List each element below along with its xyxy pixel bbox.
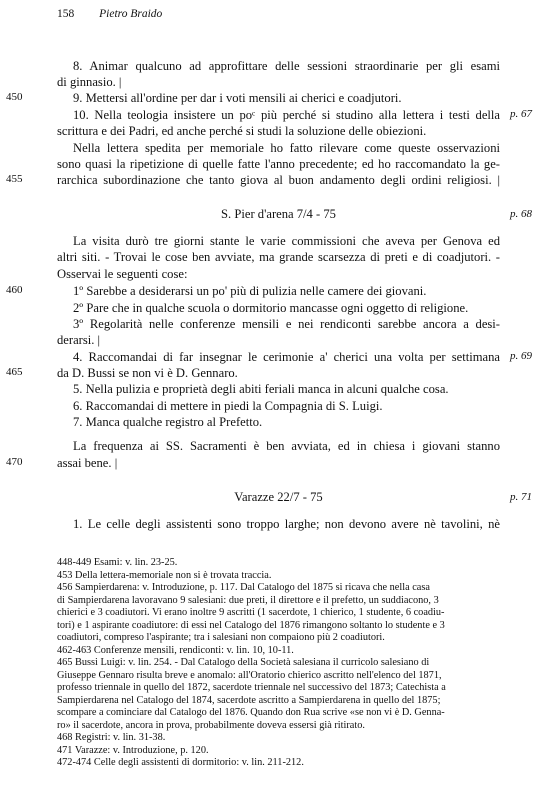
text-line: 7. Manca qualche registro al Prefetto. (73, 415, 263, 429)
footnote: 471 Varazze: v. Introduzione, p. 120. (57, 745, 209, 756)
footnote: scompare a cominciare dal Catalogo del 1876. Quando don Rua scrive «se non vi è D. Genna- (57, 707, 445, 718)
text-line: 1º Sarebbe a desiderarsi un po' più di pulizia nelle camere dei giovani. (73, 284, 427, 298)
footnote: 465 Bussi Luigi: v. lin. 254. - Dal Catalogo della Società salesiana il curricolo salesiano di (57, 657, 430, 668)
text-line: 9. Mettersi all'ordine per dar i voti mensili ai cherici e coadjutori. (73, 91, 402, 105)
margin-page-ref: p. 69 (510, 350, 532, 362)
footnote: Giuseppe Gennaro risulta breve e anomalo: all'Oratorio chierico ascritto nell'elenco del 1871, (57, 670, 442, 681)
section-heading-spierdarena: S. Pier d'arena 7/4 - 75 (221, 207, 336, 221)
text-line: di ginnasio. | (57, 75, 122, 89)
footnote: 448-449 Esami: v. lin. 23-25. (57, 557, 178, 568)
running-header (57, 8, 162, 20)
text-line: rarchica subordinazione che tanto giova al buon andamento degli ordini religiosi. | (57, 173, 500, 187)
page-number: 158 (57, 8, 75, 20)
footnote: 472-474 Celle degli assistenti di dormitorio: v. lin. 211-212. (57, 757, 304, 768)
text-line: 8. Animar qualcuno ad approfittare delle sessioni straordinarie per gli esami (73, 59, 500, 73)
margin-page-ref: p. 67 (510, 108, 532, 120)
footnote: 462-463 Conferenze mensili, rendiconti: v. lin. 10, 10-11. (57, 645, 294, 656)
line-number: 470 (6, 456, 23, 468)
margin-page-ref: p. 71 (510, 491, 532, 503)
text-line: altri siti. - Trovai le cose ben avviate, ma grande scarsezza di preti e di coadjutori. - (57, 250, 500, 264)
footnote: ro» il sacerdote, ancora in prova, probabilmente doveva essersi già ritirato. (57, 720, 365, 731)
text-line: 2º Pare che in qualche scuola o dormitorio mancasse ogni oggetto di religione. (73, 301, 469, 315)
footnote: coadiutori, compreso l'aspirante; tra i salesiani non compaiono più 2 coadiutori. (57, 632, 385, 643)
text-line: sono quasi la ripetizione di quelle fatte l'anno precedente; ed ho raccomandato la ge- (57, 157, 500, 171)
line-number: 460 (6, 284, 23, 296)
text-line: 10. Nella teologia insistere un poᶜ più perché si studino alla lettera i testi della (73, 108, 500, 122)
footnote: di Sampierdarena lavoravano 9 salesiani: due preti, il direttore e il prefetto, un suddiacono, 3 (57, 595, 439, 606)
text-line: La visita durò tre giorni stante le varie commissioni che aveva per Genova ed (73, 234, 500, 248)
text-line: La frequenza ai SS. Sacramenti è ben avviata, ed in chiesa i giovani stanno (73, 439, 500, 453)
text-line: Nella lettera spedita per memoriale ho fatto rilevare come queste osservazioni (73, 141, 500, 155)
running-author: Pietro Braido (99, 8, 163, 20)
text-line: da D. Bussi se non vi è D. Gennaro. (57, 366, 238, 380)
text-line: 3º Regolarità nelle conferenze mensili e nei rendiconti sarebbe ancora a desi- (73, 317, 500, 331)
text-line: scrittura e dei Padri, ed anche perché si studi la soluzione delle obiezioni. (57, 124, 427, 138)
footnote: 468 Registri: v. lin. 31-38. (57, 732, 166, 743)
text-line: 4. Raccomandai di far insegnar le cerimonie a' cherici una volta per settimana (73, 350, 500, 364)
text-line: 1. Le celle degli assistenti sono troppo larghe; non devono avere nè tavolini, nè (73, 517, 500, 531)
text-line: derarsi. | (57, 333, 101, 347)
margin-page-ref: p. 68 (510, 208, 532, 220)
footnote: 453 Della lettera-memoriale non si è trovata traccia. (57, 570, 272, 581)
text-line: assai bene. | (57, 456, 118, 470)
line-number: 455 (6, 173, 23, 185)
text-line: Osservai le seguenti cose: (57, 267, 188, 281)
line-number: 465 (6, 366, 23, 378)
footnote: Sampierdarena nel Catalogo del 1874, sacerdote ascritto a Sampierdarena in quello del 1875; (57, 695, 441, 706)
footnote: chierici e 3 coadiutori. Vi erano inoltre 9 ascritti (1 sacerdote, 1 chierico, 1 studente, 6 coadiu- (57, 607, 445, 618)
footnote: professo triennale in quello del 1872, sacerdote triennale nel successivo del 1873; Catechista a (57, 682, 446, 693)
section-heading-varazze: Varazze 22/7 - 75 (234, 490, 323, 504)
text-line: 6. Raccomandai di mettere in piedi la Compagnia di S. Luigi. (73, 399, 383, 413)
line-number: 450 (6, 91, 23, 103)
footnote: 456 Sampierdarena: v. Introduzione, p. 117. Dal Catalogo del 1875 si ricava che nella casa (57, 582, 430, 593)
footnote: tori) e 1 aspirante coadiutore: di essi nel Catalogo del 1876 rimangono soltanto lo studente e 3 (57, 620, 445, 631)
text-line: 5. Nella pulizia e proprietà degli abiti feriali manca in alcuni qualche cosa. (73, 382, 449, 396)
